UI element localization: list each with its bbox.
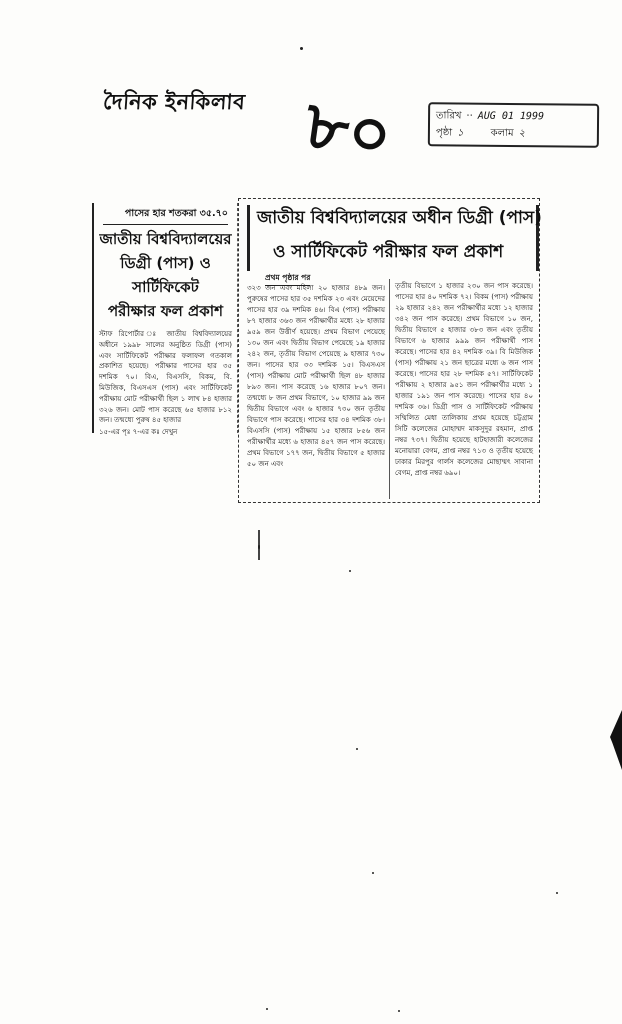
left-headline-line2: ডিগ্রী (পাস) ও সার্টিফিকেট bbox=[120, 254, 211, 296]
pass-rate-label: পাসের হার শতকরা ৩৫.৭০ bbox=[103, 207, 228, 225]
scan-speck bbox=[398, 1010, 400, 1012]
stamp-column-value: ২ bbox=[518, 128, 526, 140]
scan-speck bbox=[556, 892, 558, 894]
scan-speck bbox=[266, 1008, 268, 1010]
stamp-column-label: কলাম bbox=[490, 127, 514, 140]
newspaper-name: দৈনিক ইনকিলাব bbox=[102, 90, 247, 114]
left-continued-note: ১৫-এর পৃঃ ৭-এর কঃ দেখুন bbox=[99, 428, 178, 437]
stamp-date-value: AUG 01 1999 bbox=[477, 110, 545, 123]
scan-speck bbox=[258, 545, 260, 549]
right-news-clipping bbox=[238, 198, 540, 503]
article-column-a: ৩২৩ জন এবং মহিলা ২০ হাজার ৪৮৯ জন। পুরুষের পাসের হার ৩৫ দশমিক ২৩ এবং মেয়েদের পাসের হার ৩৯ দশমিক ৪৬। বিএ (পাস) পরীক্ষায় ৮৭ হাজার ৩৬৩ জন পরীক্ষার্থীর মধ্যে ২৮ হাজার ৯৫৯ জন উত্তীর্ণ হয়েছে। প্রথম বিভাগ পেয়েছে ১৩০ জন এবং দ্বিতীয় বিভাগ পেয়েছে ১৯ হাজার ২৪২ জন, তৃতীয় বিভাগ পেয়েছে ৯ হাজার ৭৩০ জন। পাসের হার ৩৩ দশমিক ১৫। বিএসএস (পাস) পরীক্ষায় মোট পরীক্ষার্থী ছিল ৪৮ হাজার ৮৯৩ জন। পাস করেছে ১৬ হাজার ৮০৭ জন। তন্মধ্যে ৮ জন প্রথম বিভাগে, ১০ হাজার ৯৯ জন দ্বিতীয় বিভাগে এবং ৬ হাজার ৭৩০ জন তৃতীয় বিভাগে পাস করেছে। পাসের হার ৩৪ দশমিক ৩৮। বিএসসি (পাস) পরীক্ষায় ১৫ হাজার ৮৫৬ জন পরীক্ষার্থীর মধ্যে ৬ হাজার ৪৫৭ জন পাস করেছে। প্রথম বিভাগে ১৭৭ জন, দ্বিতীয় বিভাগে ৫ হাজার ৫০ জন এবং bbox=[247, 284, 385, 468]
scan-speck bbox=[300, 47, 303, 50]
continued-from-label: প্রথম পৃষ্ঠার পর bbox=[265, 273, 310, 286]
left-headline bbox=[99, 227, 232, 323]
left-headline-line3: পরীক্ষার ফল প্রকাশ bbox=[108, 302, 223, 320]
left-news-clipping bbox=[92, 203, 238, 437]
stamp-page-value: ১ bbox=[457, 127, 464, 139]
scan-edge-mark bbox=[610, 710, 622, 770]
right-headline-line1: জাতীয় বিশ্ববিদ্যালয়ের অধীন ডিগ্রী (পাস) bbox=[257, 208, 542, 228]
article-column-b: তৃতীয় বিভাগে ১ হাজার ২৩০ জন পাস করেছে। পাসের হার ৪০ দশমিক ৭২। বিকম (পাস) পরীক্ষায় ২৯ হাজার ২৪২ জন পরীক্ষার্থীর মধ্যে ১২ হাজার ৩৪২ জন পাস করেছে। প্রথম বিভাগে ১০ জন, দ্বিতীয় বিভাগে ৫ হাজার ৩৮৩ জন এবং তৃতীয় বিভাগে ৬ হাজার ৯৯৯ জন পরীক্ষার্থী পাস করেছে। পাসের হার ৪২ দশমিক ৩৯। বি মিউজিক (পাস) পরীক্ষায় ২১ জন ছাত্রের মধ্যে ৬ জন পাস করেছে। পাসের হার ২৮ দশমিক ৫৭। সার্টিফিকেট পরীক্ষায় ২ হাজার ৯৫১ জন পরীক্ষার্থীর মধ্যে ১ হাজার ১৯১ জন পাস করেছে। পাসের হার ৪০ দশমিক ৩৬। ডিগ্রী পাস ও সার্টিফিকেট পরীক্ষায় সম্মিলিত মেধা তালিকায় প্রথম হয়েছে চট্টগ্রাম সিটি কলেজের মোহাম্মদ মাকসুদুর রহমান, প্রাপ্ত নম্বর ৭৩৭। দ্বিতীয় হয়েছে হাটহাজারী কলেজের মনোয়ারা বেগম, প্রাপ্ত নম্বর ৭১৩ ও তৃতীয় হয়েছে ঢাকার মিরপুর গার্লস কলেজের মোছাম্মৎ সাবানা বেগম, প্রাপ্ত নম্বর ৬৯০। bbox=[395, 282, 533, 477]
stamp-date-label: তারিখ bbox=[436, 110, 462, 122]
scan-speck bbox=[356, 748, 358, 750]
stamp-page-label: পৃষ্ঠা bbox=[435, 127, 453, 139]
date-stamp: তারিখ ·· AUG 01 1999 পৃষ্ঠা ১ কলাম ২ bbox=[428, 102, 599, 147]
column-divider bbox=[389, 279, 390, 499]
handwritten-page-number: ৮০ bbox=[300, 85, 397, 175]
scan-speck bbox=[349, 570, 351, 572]
left-headline-line1: জাতীয় বিশ্ববিদ্যালয়ের bbox=[99, 230, 232, 248]
left-article-body: স্টাফ রিপোর্টার ঃ জাতীয় বিশ্ববিদ্যালয়ের অধীনে ১৯৯৮ সালের অনুষ্ঠিত ডিগ্রী (পাস) এবং সার্টিফিকেট পরীক্ষার ফলাফল গতকাল প্রকাশিত হয়েছে। পরীক্ষার পাসের হার ৩৫ দশমিক ৭০। বিএ, বিএসসি, বিকম, বি. মিউজিক, বিএসএস (পাস) এবং সার্টিফিকেট পরীক্ষায় মোট পরীক্ষার্থী ছিল ১ লাখ ৮৪ হাজার ৩২৬ জন। মোট পাস করেছে ৬৫ হাজার ৮১২ জন। তন্মধ্যে পুরুষ ৪৫ হাজার bbox=[99, 330, 232, 425]
right-headline-line2: ও সার্টিফিকেট পরীক্ষার ফল প্রকাশ bbox=[273, 242, 504, 262]
scan-speck bbox=[372, 872, 374, 874]
